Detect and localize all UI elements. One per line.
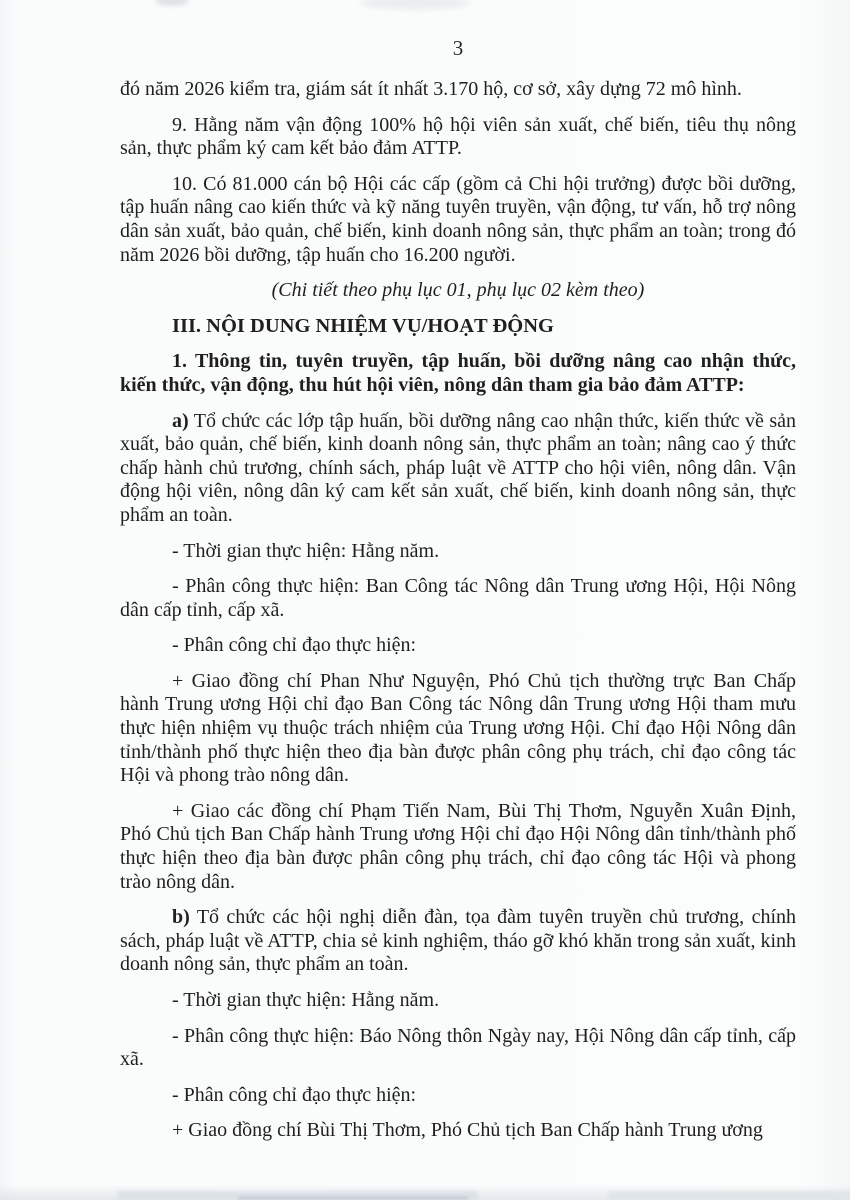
item-a-time-line: - Thời gian thực hiện: Hằng năm.	[172, 539, 440, 562]
section-heading-iii: III. NỘI DUNG NHIỆM VỤ/HOẠT ĐỘNG	[172, 314, 554, 337]
paragraph-intro-continuation: đó năm 2026 kiểm tra, giám sát ít nhất 3.170 hộ, cơ sở, xây dựng 72 mô hình.	[120, 78, 742, 100]
scan-bottom-edge-artifact	[608, 1191, 850, 1200]
item-b-direction-line: - Phân công chỉ đạo thực hiện:	[172, 1083, 417, 1106]
item-a-direction-line: - Phân công chỉ đạo thực hiện:	[172, 634, 417, 657]
paragraph-item-a	[120, 410, 796, 528]
item-a-text: Tổ chức các lớp tập huấn, bồi dưỡng nâng cao nhận thức, kiến thức về sản xuất, bảo quản, chế biến, kinh doanh nông sản, thực phẩm an toàn; nâng cao ý thức chấp hành chủ trương, chính sách, pháp luật về ATTP cho hội viên, nông dân. Vận động hội viên, nông dân ký cam kết sản xuất, chế biến, kinh doanh nông sản, thực phẩm an toàn.	[120, 409, 796, 526]
document-body	[120, 78, 796, 1155]
item-b-marker: b)	[172, 906, 190, 929]
scan-smudge-artifact	[360, 0, 470, 10]
item-a-assignment-line: - Phân công thực hiện: Ban Công tác Nông dân Trung ương Hội, Hội Nông dân cấp tỉnh, cấp xã.	[120, 575, 796, 621]
paragraph-item-10: 10. Có 81.000 cán bộ Hội các cấp (gồm cả Chi hội trưởng) được bồi dưỡng, tập huấn nâng cao kiến thức và kỹ năng tuyên truyền, vận động, tư vấn, hỗ trợ nông dân sản xuất, bảo quản, chế biến, kinh doanh nông sản, thực phẩm an toàn; trong đó năm 2026 bồi dưỡng, tập huấn cho 16.200 người.	[120, 172, 796, 266]
item-a-marker: a)	[172, 409, 189, 432]
item-a-direction-detail-1: + Giao đồng chí Phan Như Nguyện, Phó Chủ tịch thường trực Ban Chấp hành Trung ương Hội chỉ đạo Ban Công tác Nông dân Trung ương Hội tham mưu thực hiện nhiệm vụ thuộc trách nhiệm của Trung ương Hội. Chỉ đạo Hội Nông dân tỉnh/thành phố thực hiện theo địa bàn được phân công phụ trách, chỉ đạo công tác Hội và phong trào nông dân.	[120, 669, 796, 787]
item-b-time-line: - Thời gian thực hiện: Hằng năm.	[172, 989, 440, 1011]
item-b-assignment-line: - Phân công thực hiện: Báo Nông thôn Ngày nay, Hội Nông dân cấp tỉnh, cấp xã.	[120, 1024, 796, 1071]
annex-note: (Chi tiết theo phụ lục 01, phụ lục 02 kèm theo)	[271, 279, 645, 302]
scan-smudge-artifact	[155, 0, 189, 6]
paragraph-item-9: 9. Hằng năm vận động 100% hộ hội viên sản xuất, chế biến, tiêu thụ nông sản, thực phẩm ký cam kết bảo đảm ATTP.	[120, 113, 796, 160]
item-b-direction-detail-1: + Giao đồng chí Bùi Thị Thơm, Phó Chủ tịch Ban Chấp hành Trung ương	[172, 1119, 763, 1142]
paragraph-item-b	[120, 906, 796, 977]
page-number: 3	[452, 36, 464, 60]
task-1-heading: 1. Thông tin, tuyên truyền, tập huấn, bồi dưỡng nâng cao nhận thức, kiến thức, vận động, thu hút hội viên, nông dân tham gia bảo đảm ATTP:	[120, 350, 796, 396]
scan-bottom-edge-artifact	[238, 1196, 468, 1200]
item-a-direction-detail-2: + Giao các đồng chí Phạm Tiến Nam, Bùi Thị Thơm, Nguyễn Xuân Định, Phó Chủ tịch Ban Chấp hành Trung ương Hội chỉ đạo Hội Nông dân tỉnh/thành phố thực hiện theo địa bàn được phân công phụ trách, chỉ đạo công tác Hội và phong trào nông dân.	[120, 799, 796, 893]
item-b-text: Tổ chức các hội nghị diễn đàn, tọa đàm tuyên truyền chủ trương, chính sách, pháp luật về ATTP, chia sẻ kinh nghiệm, tháo gỡ khó khăn trong sản xuất, kinh doanh nông sản, thực phẩm an toàn.	[120, 906, 797, 976]
